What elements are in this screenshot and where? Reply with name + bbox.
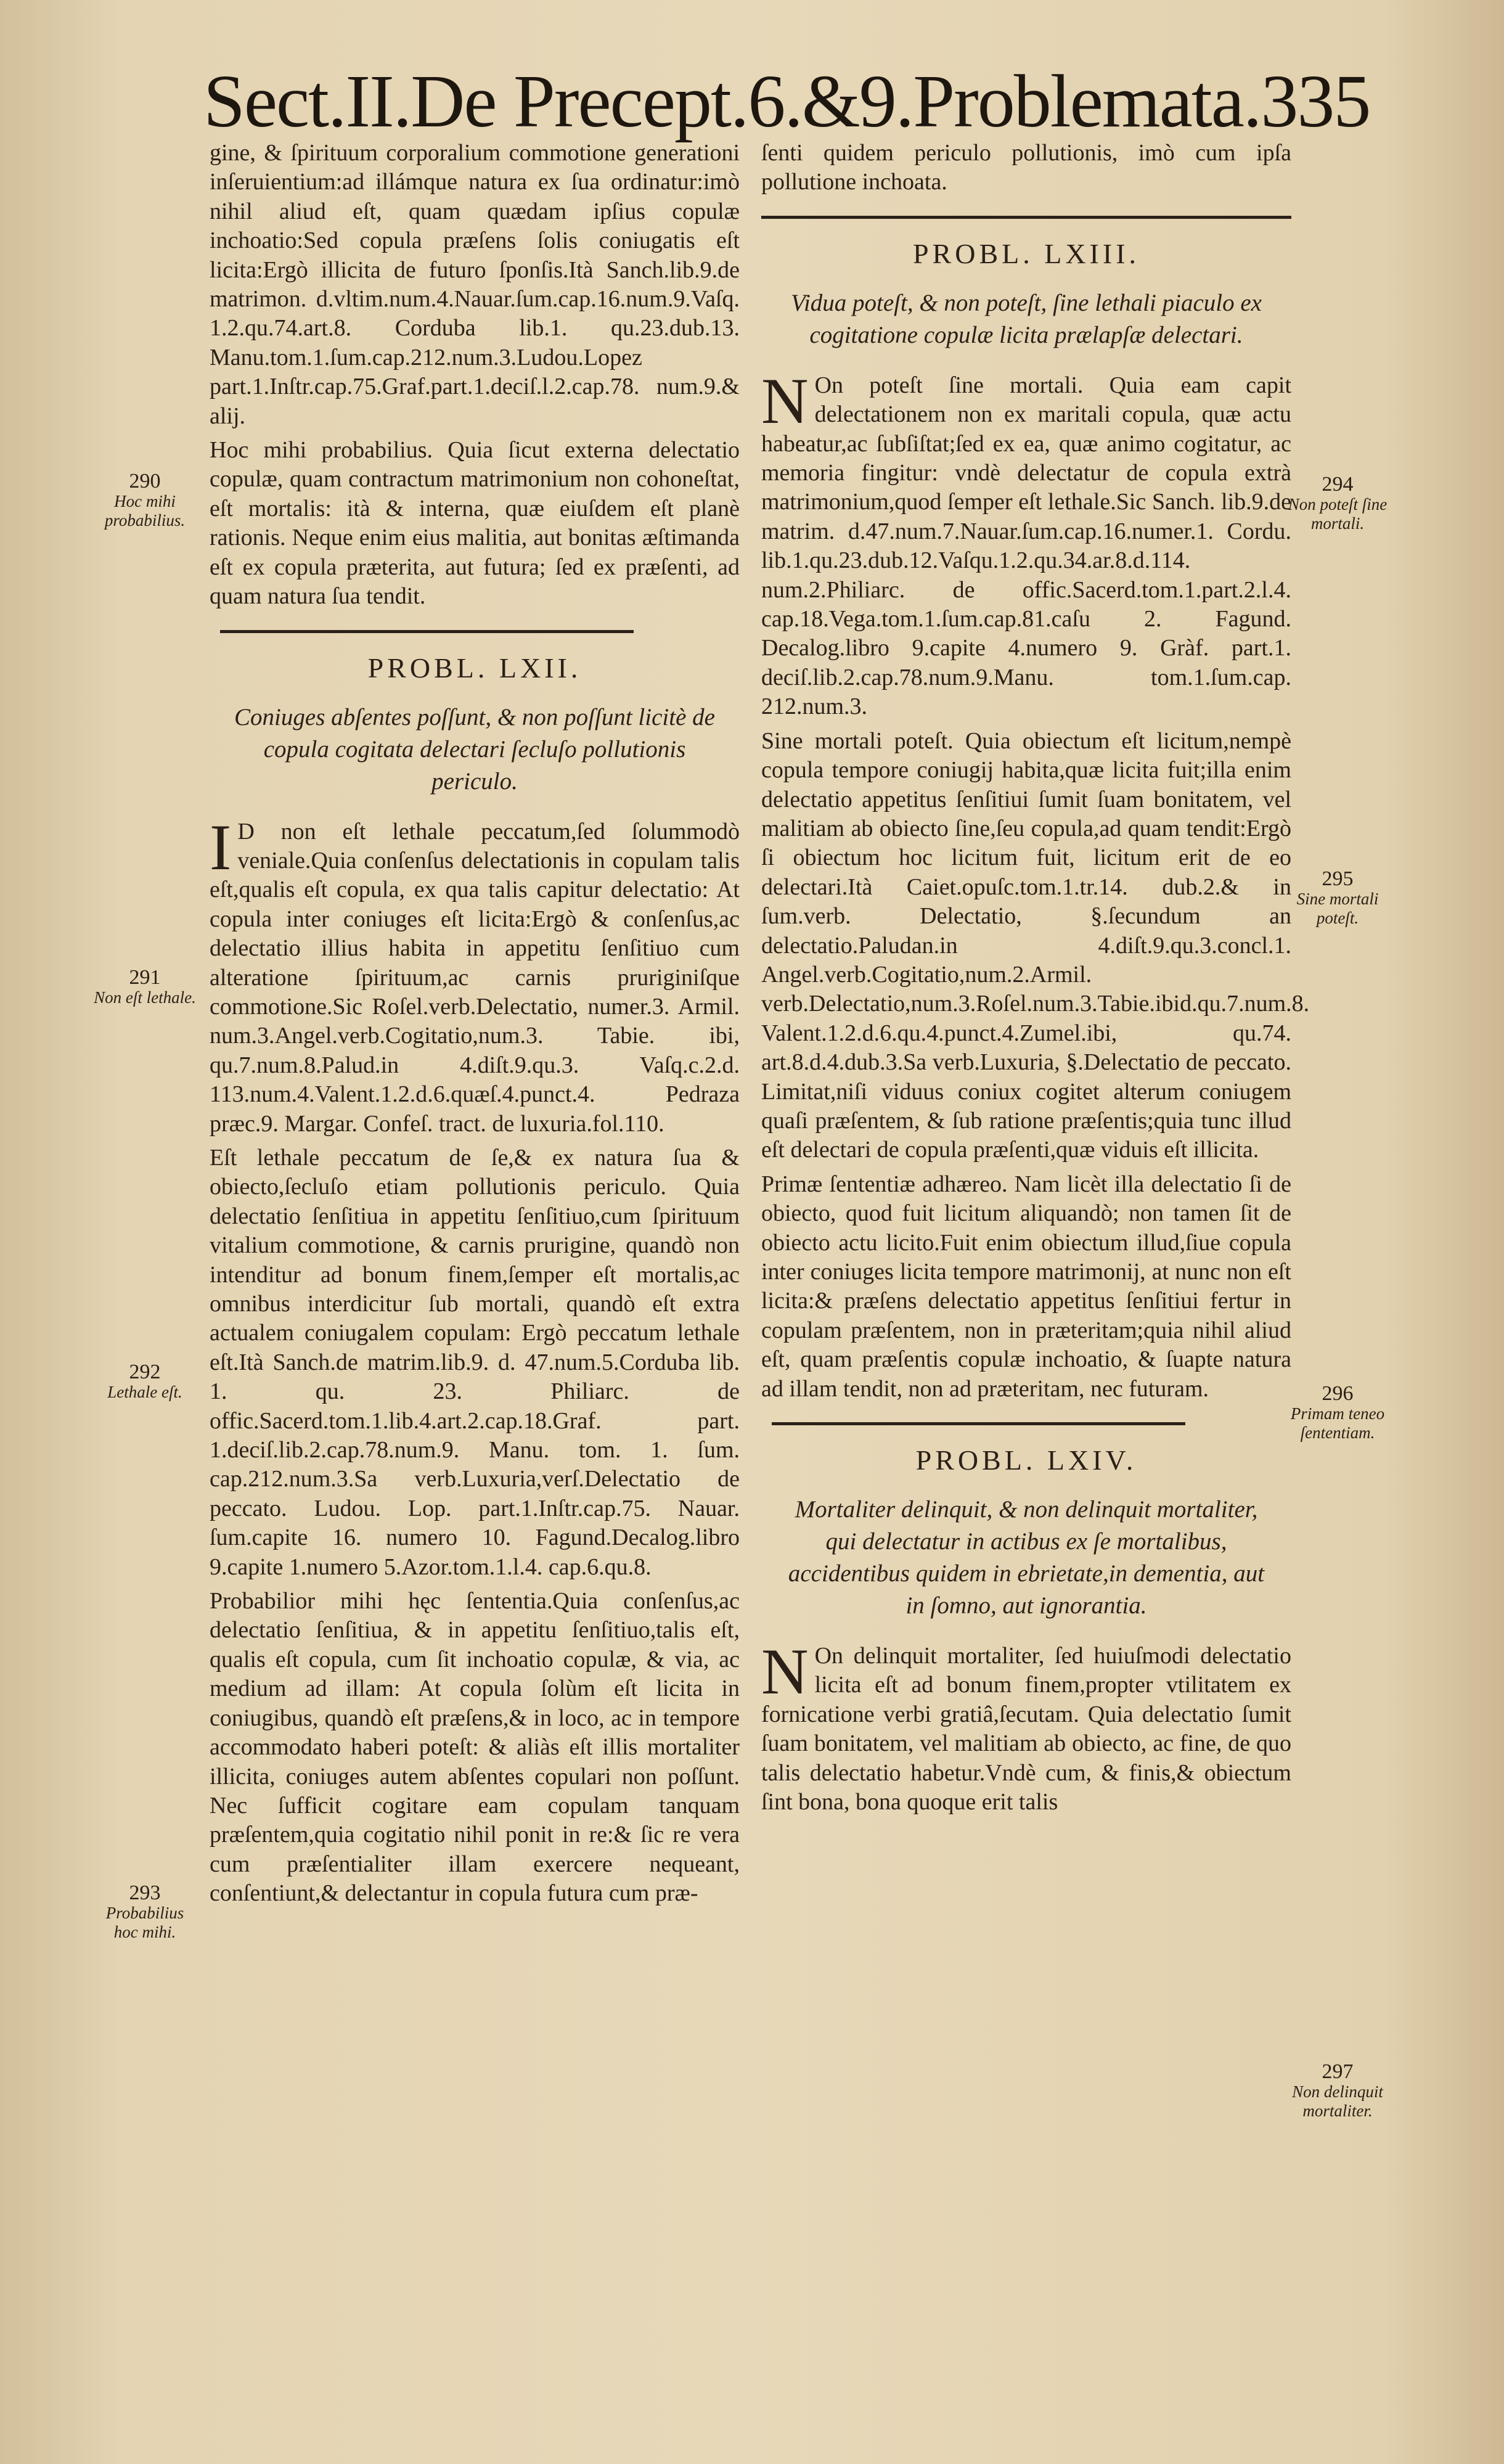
problem-title: PROBL. LXIV. bbox=[915, 1444, 1137, 1476]
note-number: 297 bbox=[1322, 2060, 1354, 2083]
note-text: Primam teneo ſententiam. bbox=[1290, 1404, 1385, 1442]
problem-summary: Coniuges abſentes poſſunt, & non poſſunt licitè de copula cogitata delectari ſecluſo pollutionis periculo. bbox=[234, 703, 715, 795]
note-number: 290 bbox=[129, 470, 161, 493]
note-number: 294 bbox=[1322, 473, 1354, 496]
drop-cap: I bbox=[210, 811, 232, 883]
paragraph bbox=[761, 1635, 1291, 1817]
drop-cap: N bbox=[761, 1635, 809, 1708]
left-column bbox=[210, 139, 740, 1913]
note-text: Sine mortali poteſt. bbox=[1296, 890, 1379, 927]
paragraph bbox=[210, 811, 740, 1139]
section-divider bbox=[761, 216, 1291, 219]
paragraph: Hoc mihi probabilius. Quia ſicut externa delectatio copulæ, quam contractum matrimonium non cohoneſtat, eſt mortalis: ità & interna, quæ eiuſdem eſt planè rationis. Neque enim eius malitia, aut bonitas æſtimanda eſt ex copula præterita, aut futura; ſed ex præſenti, ad quam natura ſua tendit. bbox=[210, 437, 740, 610]
margin-note bbox=[1285, 475, 1390, 533]
paragraph: Probabilior mihi hęc ſententia.Quia conſenſus,ac delectatio ſenſitiua, & in appetitu ſenſitiuo,talis eſt, qualis eſt copula, cum ſit inchoatio copulæ, & via, ac medium ad illam: At copula ſolùm eſt licita in coniugibus, quandò eſt præſens,& in loco, ac in tempore accommodato haberi poteſt: & aliàs eſt illis mortaliter illicita, coniuges autem abſentes copulari non poſſunt. Nec ſufficit cogitare eam copulam tanquam præſentem,quia cogitatio nihil ponit in re:& ſic re vera cum præſentialiter illam exercere nequeant, conſentiunt,& delectantur in copula futura cum præ- bbox=[210, 1588, 740, 1907]
problem-title: PROBL. LXIII. bbox=[912, 237, 1140, 269]
note-text: Non eſt lethale. bbox=[94, 988, 196, 1007]
note-number: 292 bbox=[129, 1361, 161, 1383]
note-text: Non delinquit mortaliter. bbox=[1292, 2082, 1383, 2120]
note-number: 293 bbox=[129, 1881, 161, 1904]
margin-note bbox=[1285, 869, 1390, 928]
paragraph-text: D non eſt lethale peccatum,ſed ſolummodò veniale.Quia conſenſus delectationis in copulam talis eſt,qualis eſt copula, ex qua talis capitur delectatio: At copula inter coniuges eſt licita:Ergò & conſenſus,ac delectatio illius habita in appetitu ſenſitiuo cum alteratione ſpirituum,ac carnis pruriginiſque commotione.Sic Roſel.verb.Delectatio, numer.3. Armil. num.3.Angel.verb.Cogitatio,num.3. Tabie. ibi, qu.7.num.8.Palud.in 4.diſt.9.qu.3. Vaſq.c.2.d. 113.num.4.Valent.1.2.d.6.quæſ.4.punct.4. Pedraza præc.9. Margar. Confeſ. tract. de luxuria.fol.110. bbox=[210, 818, 740, 1137]
problem-summary: Vidua poteſt, & non poteſt, ſine lethali piaculo ex cogitatione copulæ licita prælapſæ delectari. bbox=[791, 289, 1262, 348]
paragraph: Primæ ſententiæ adhæreo. Nam licèt illa delectatio ſi de obiecto, quod fuit licitum aliquandò; non tamen ſit de obiecto actu licito.Fuit enim obiectum illud,ſiue copula inter coniuges licita tempore matrimonij, at nunc non eſt licita:& præſens delectatio appetitus ſenſitiui fertur in copulam præſentem, non in præteritam;quia nihil aliud eſt, quam præſentis copulæ inchoatio, & ſuapte natura ad illam tendit, non ad præteritam, nec futuram. bbox=[761, 1171, 1291, 1402]
problem-summary: Mortaliter delinquit, & non delinquit mortaliter, qui delectatur in actibus ex ſe mortalibus, accidentibus quidem in ebrietate,in dementia, aut in ſomno, aut ignorantia. bbox=[788, 1496, 1265, 1619]
margin-note bbox=[92, 1362, 197, 1402]
note-text: Non poteſt ſine mortali. bbox=[1288, 495, 1388, 533]
note-number: 296 bbox=[1322, 1382, 1354, 1405]
note-text: Probabilius hoc mihi. bbox=[105, 1904, 184, 1941]
drop-cap: N bbox=[761, 364, 809, 437]
problem-title: PROBL. LXII. bbox=[367, 652, 582, 684]
paragraph bbox=[761, 364, 1291, 722]
margin-note bbox=[1285, 2062, 1390, 2121]
margin-note bbox=[92, 472, 197, 530]
note-text: Lethale eſt. bbox=[107, 1383, 182, 1401]
paragraph: Sine mortali poteſt. Quia obiectum eſt licitum,nempè copula tempore coniugij habita,quæ licita fuit;illa enim delectatio appetitus ſenſitiui ſumit ſuam bonitatem, vel malitiam ab obiecto ſine,ſeu copula,ad quam tendit:Ergò ſi obiectum hoc licitum fuit, licitum erit de eo delectari.Ità Caiet.opuſc.tom.1.tr.14. dub.2.& in ſum.verb. Delectatio, §.ſecundum an delectatio.Paludan.in 4.diſt.9.qu.3.concl.1. Angel.verb.Cogitatio,num.2.Armil. verb.Delectatio,num.3.Roſel.num.3.Tabie.ibid.qu.7.num.8. Valent.1.2.d.6.qu.4.punct.4.Zumel.ibi, qu.74. art.8.d.4.dub.3.Sa verb.Luxuria, §.Delectatio de peccato. Limitat,niſi viduus coniux cogitet alterum coniugem quaſi præſentem, & ſub ratione præſentis;quia tunc illud eſt delectari de copula præſenti,quæ viduis eſt illicita. bbox=[761, 727, 1310, 1163]
note-number: 295 bbox=[1322, 867, 1354, 890]
right-column bbox=[761, 139, 1310, 1822]
note-number: 291 bbox=[129, 966, 161, 989]
section-divider bbox=[772, 1422, 1185, 1425]
paragraph-text: On poteſt ſine mortali. Quia eam capit delectationem non ex maritali copula, quæ actu habeatur,ac ſubſiſtat;ſed ex ea, quæ animo cogitatur, ac memoria fingitur: vndè delectatur de copula extrà matrimonium,quod ſemper eſt lethale.Sic Sanch. lib.9.de matrim. d.47.num.7.Nauar.ſum.cap.16.numer.1. Cordu. lib.1.qu.23.dub.12.Vaſqu.1.2.qu.34.ar.8.d.114. num.2.Philiarc. de offic.Sacerd.tom.1.part.2.l.4. cap.18.Vega.tom.1.ſum.cap.81.caſu 2. Fagund. Decalog.libro 9.capite 4.numero 9. Gràf. part.1. deciſ.lib.2.cap.78.num.9.Manu. tom.1.ſum.cap. 212.num.3. bbox=[761, 372, 1291, 720]
paragraph: gine, & ſpirituum corporalium commotione generationi inſeruientium:ad illámque natura ex ſua ordinatur:imò nihil aliud eſt, quam quædam ipſius copulæ inchoatio:Sed copula præſens ſolis coniugatis eſt licita:Ergò illicita de futuro ſponſis.Ità Sanch.lib.9.de matrimon. d.vltim.num.4.Nauar.ſum.cap.16.num.9.Vaſq. 1.2.qu.74.art.8. Corduba lib.1. qu.23.dub.13. Manu.tom.1.ſum.cap.212.num.3.Ludou.Lopez part.1.Inſtr.cap.75.Graf.part.1.deciſ.l.2.cap.78. num.9.& alij. bbox=[210, 140, 740, 429]
running-header: Sect.II.De Precept.6.&9.Problemata.335 bbox=[203, 60, 1370, 143]
margin-note bbox=[92, 968, 197, 1007]
note-text: Hoc mihi probabilius. bbox=[104, 492, 186, 530]
margin-note bbox=[92, 1883, 197, 1942]
paragraph: Eſt lethale peccatum de ſe,& ex natura ſua & obiecto,ſecluſo etiam pollutionis periculo. Quia delectatio ſenſitiua in appetitu ſenſitiuo,cum ſpirituum vitalium commotione, & carnis prurigine, quandò non intenditur ad bonum finem,ſemper eſt mortalis,ac omnibus interdicitur ſub mortali, quandò eſt extra actualem coniugalem copulam: Ergò peccatum lethale eſt.Ità Sanch.de matrim.lib.9. d. 47.num.5.Corduba lib. 1. qu. 23. Philiarc. de offic.Sacerd.tom.1.lib.4.art.2.cap.18.Graf. part. 1.deciſ.lib.2.cap.78.num.9. Manu. tom. 1. ſum. cap.212.num.3.Sa verb.Luxuria,verſ.Delectatio de peccato. Ludou. Lop. part.1.Inſtr.cap.75. Nauar. ſum.capite 16. numero 10. Fagund.Decalog.libro 9.capite 1.numero 5.Azor.tom.1.l.4. cap.6.qu.8. bbox=[210, 1144, 740, 1580]
margin-note bbox=[1285, 1384, 1390, 1443]
paragraph-text: On delinquit mortaliter, ſed huiuſmodi delectatio licita eſt ad bonum finem,propter vtilitatem ex fornicatione verbi gratiâ,ſecutam. Quia delectatio ſumit ſuam bonitatem, vel malitiam ab obiecto, ac fine, de quo talis delectatio habetur.Vndè cum, & finis,& obiectum ſint bona, bona quoque erit talis bbox=[761, 1643, 1291, 1815]
section-divider bbox=[220, 630, 634, 633]
paragraph: ſenti quidem periculo pollutionis, imò cum ipſa pollutione inchoata. bbox=[761, 140, 1291, 195]
